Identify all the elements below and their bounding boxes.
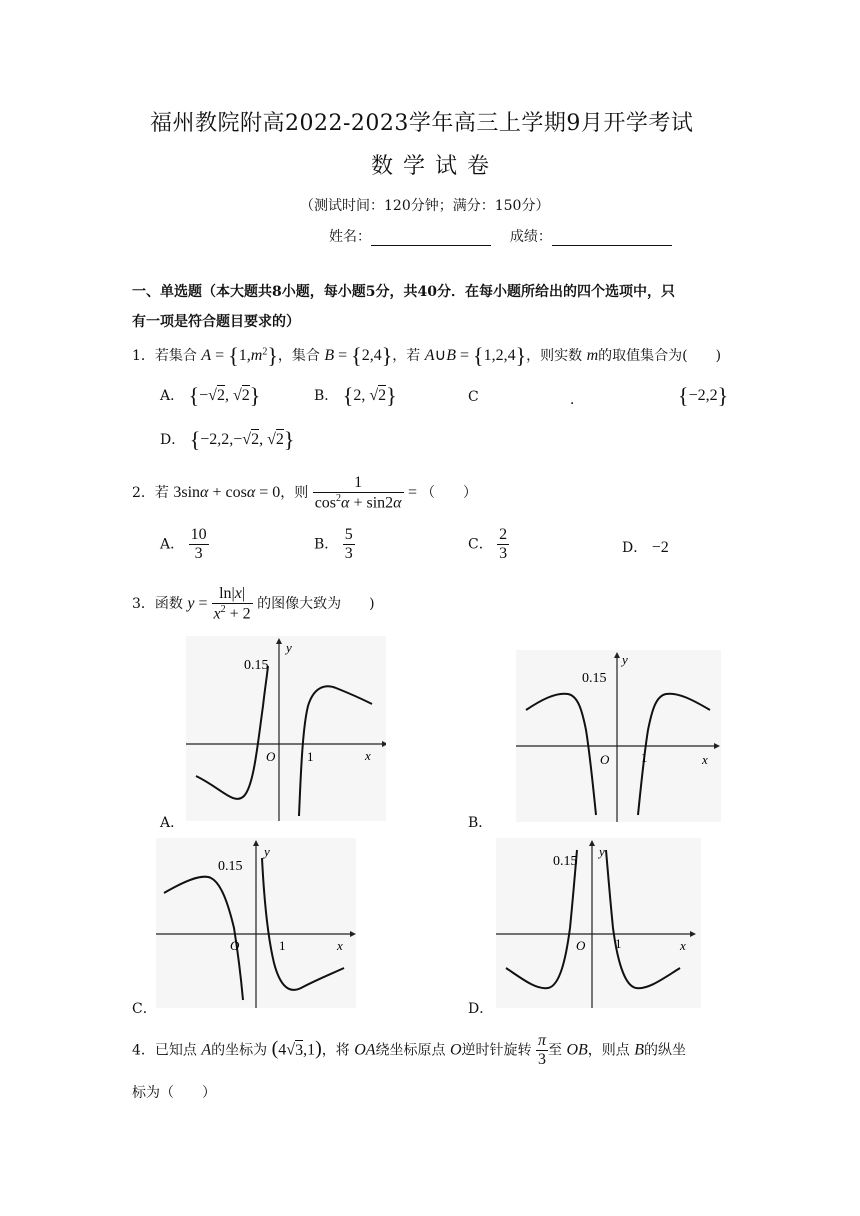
graph-d-origin: O — [576, 938, 586, 953]
graph-b-origin: O — [600, 752, 610, 767]
graph-b-y-label: y — [622, 652, 628, 667]
exam-info: （测试时间：120分钟；满分：150分） — [300, 198, 550, 214]
graph-a-y-label: y — [286, 640, 292, 655]
q2-fraction: $\frac{1}{\cos^2\alpha + \sin 2\alpha}$ — [314, 474, 402, 512]
graph-b — [516, 650, 721, 822]
set-a-expr: A — [201, 347, 212, 364]
q1-option-d: D． {−2,2,−√2, √2} — [160, 427, 295, 452]
q3-option-a: A． — [160, 815, 185, 831]
q2-option-c: C． $\frac{2}{3}$ — [468, 526, 508, 562]
q2-option-b: B． $\frac{5}{3}$ — [314, 526, 353, 562]
score-label: 成绩： — [509, 229, 552, 245]
exam-subtitle: 数学试卷 — [371, 154, 500, 179]
graph-d-y-label: y — [599, 844, 605, 859]
exam-title: 福州教院附高2022-2023学年高三上学期9月开学考试 — [150, 111, 694, 136]
section-heading-line2: 有一项是符合题目要求的） — [132, 314, 300, 330]
name-blank — [371, 231, 491, 246]
question-4: 4．已知点 A的坐标为 (4√3,1)，将 OA绕坐标原点 O逆时针旋转 $\frac{\pi}{3}$ 至 OB，则点 B的纵坐 — [132, 1032, 687, 1068]
question-1: 1．若集合 $A = \{1,m^2\}$，集合 B = {2,4}，若 A∪B = {1,2,4}，则实数 m的取值集合为( ) — [132, 343, 722, 368]
q3-fraction: $\frac{\ln|x|}{x^2 + 2}$ — [213, 585, 251, 623]
section-heading-line1: 一、单选题（本大题共8小题，每小题5分，共40分．在每小题所给出的四个选项中，只 — [132, 284, 675, 300]
graph-a-y-tick: 0.15 — [244, 658, 269, 673]
name-label: 姓名： — [329, 229, 371, 245]
graph-a-origin: O — [266, 749, 276, 764]
graph-a-bg — [186, 636, 386, 821]
graph-a-x-tick: 1 — [307, 749, 314, 764]
graph-c-x-tick: 1 — [279, 938, 286, 953]
graph-b-y-tick: 0.15 — [582, 671, 607, 686]
score-blank — [552, 231, 672, 246]
q3-option-c: C． — [132, 1001, 157, 1017]
graph-c-x-label: x — [337, 938, 343, 953]
question-4-cont: 标为（ ） — [132, 1085, 216, 1101]
graph-b-x-label: x — [702, 752, 708, 767]
graph-d-x-label: x — [680, 938, 686, 953]
q1-option-a: A． {−√2, √2} — [160, 383, 261, 408]
q1-option-c-dot: ． — [570, 392, 584, 408]
graph-b-x-tick: 1 — [641, 750, 648, 765]
graph-a-x-label: x — [365, 748, 371, 763]
q2-option-d: D． −2 — [622, 539, 669, 556]
graph-c — [156, 838, 356, 1008]
q3-option-b: B． — [468, 815, 493, 831]
graph-d-y-tick: 0.15 — [553, 854, 578, 869]
q1-option-c: C — [468, 389, 479, 405]
graph-b-bg — [516, 650, 721, 822]
q1-option-c-value: {−2,2} — [678, 383, 729, 408]
q1-option-b: B． {2, √2} — [314, 383, 397, 408]
graph-c-y-label: y — [264, 844, 270, 859]
graph-c-y-tick: 0.15 — [218, 859, 243, 874]
question-3: 3．函数 y = $\frac{\ln|x|}{x^2 + 2}$ 的图像大致为 ) — [132, 585, 375, 623]
q2-option-a: A． $\frac{10}{3}$ — [160, 526, 207, 562]
name-field — [329, 226, 672, 246]
graph-d-x-tick: 1 — [615, 936, 622, 951]
question-2: 2．若 3sinα + cosα = 0，则 $\frac{1}{\cos^2\alpha + \sin 2\alpha}$ = （ ） — [132, 474, 478, 512]
q3-option-d: D． — [468, 1001, 494, 1017]
graph-a — [186, 636, 386, 821]
graph-d — [496, 838, 701, 1008]
graph-c-origin: O — [230, 938, 240, 953]
